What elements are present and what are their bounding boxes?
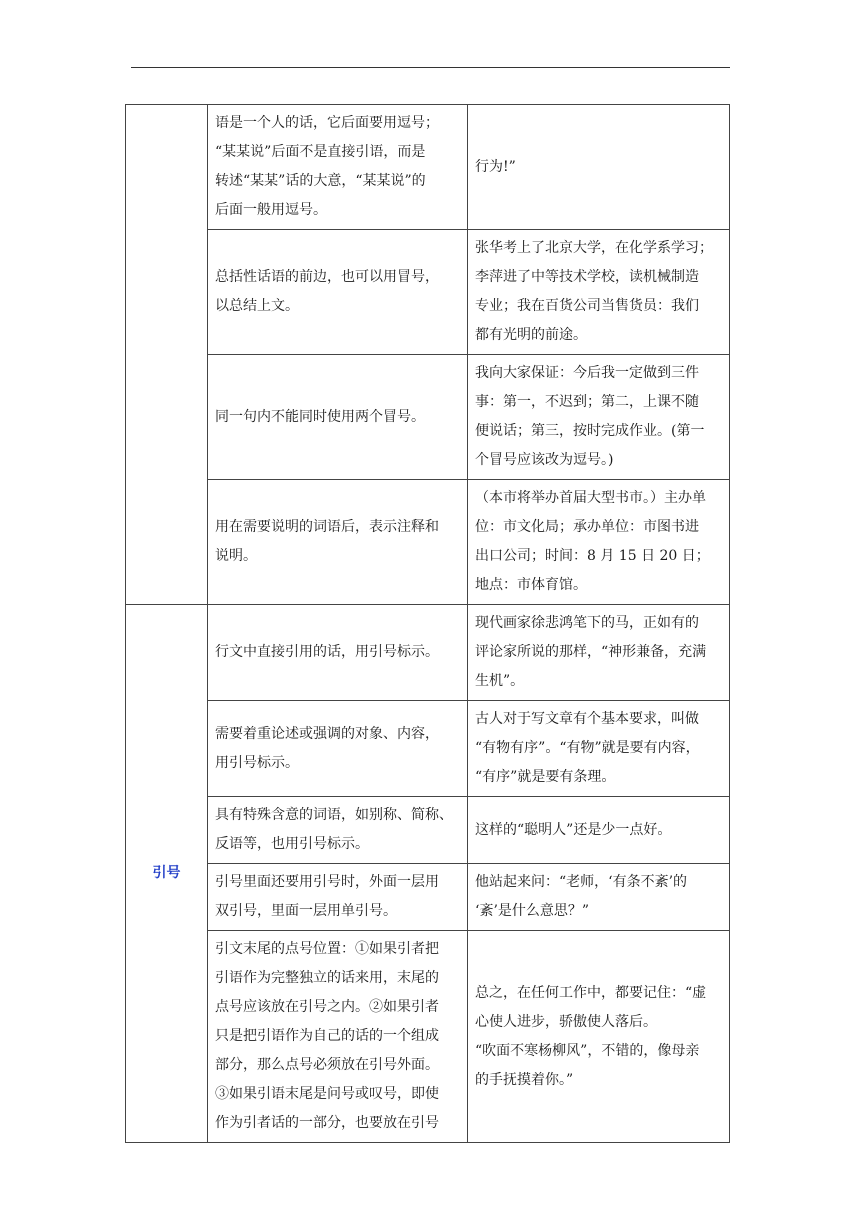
text-line: 个冒号应该改为逗号。)	[475, 452, 614, 468]
example-cell	[468, 480, 730, 605]
table-row	[126, 480, 730, 605]
text-line: 转述“某某”话的大意，“某某说”的	[215, 173, 426, 189]
header-rule	[131, 67, 730, 68]
text-line: 需要着重论述或强调的对象、内容，	[215, 725, 439, 742]
text-line: 地点：市体育馆。	[475, 577, 587, 593]
text-line: “吹面不寒杨柳风”，不错的，像母亲	[475, 1042, 700, 1059]
table-row	[126, 105, 730, 230]
table-row	[126, 701, 730, 797]
text-line: 他站起来问：“老师，‘有条不紊’的	[475, 874, 688, 890]
text-line: 反语等，也用引号标示。	[215, 836, 369, 852]
text-line: 行为!”	[475, 158, 516, 175]
text-line: 作为引者话的一部分，也要放在引号	[215, 1115, 439, 1131]
rule-cell	[208, 864, 468, 931]
example-cell	[468, 797, 730, 864]
rule-cell	[208, 701, 468, 797]
text-line: （本市将举办首届大型书市。）主办单	[475, 490, 706, 506]
text-line: 总括性话语的前边，也可以用冒号，	[215, 269, 439, 285]
text-line: 用引号标示。	[215, 754, 299, 771]
example-cell	[468, 931, 730, 1143]
text-line: 现代画家徐悲鸿笔下的马，正如有的	[475, 615, 699, 631]
rule-cell	[208, 931, 468, 1143]
text-line: 我向大家保证：今后我一定做到三件	[475, 365, 699, 381]
table-row	[126, 797, 730, 864]
rule-cell	[208, 105, 468, 230]
text-line: 总之，在任何工作中，都要记住：“虚	[475, 984, 707, 1001]
text-line: 李萍进了中等技术学校，读机械制造	[475, 269, 699, 285]
text-line: 同一句内不能同时使用两个冒号。	[215, 408, 425, 425]
punctuation-table	[125, 104, 730, 1143]
text-line: 以总结上文。	[215, 298, 299, 314]
example-cell	[468, 230, 730, 355]
rule-cell	[208, 355, 468, 480]
example-cell	[468, 105, 730, 230]
text-line: “有物有序”。“有物”就是要有内容，	[475, 740, 700, 756]
text-line: 评论家所说的那样，“神形兼备，充满	[475, 644, 707, 660]
text-line: 只是把引语作为自己的话的一个组成	[215, 1028, 439, 1044]
text-line: 具有特殊含意的词语，如别称、简称、	[215, 807, 453, 823]
text-line: 心使人进步，骄傲使人落后。	[475, 1013, 657, 1030]
text-line: ‘紊’是什么意思？”	[475, 903, 590, 919]
text-line: 后面一般用逗号。	[215, 202, 327, 218]
rule-cell	[208, 230, 468, 355]
text-line: 语是一个人的话，它后面要用逗号；	[215, 115, 439, 131]
example-cell	[468, 605, 730, 701]
table-row	[126, 864, 730, 931]
text-line: 事：第一，不迟到；第二，上课不随	[475, 394, 699, 410]
example-cell	[468, 701, 730, 797]
text-line: 的手抚摸着你。”	[475, 1071, 574, 1088]
text-line: 部分，那么点号必须放在引号外面。	[215, 1057, 439, 1073]
text-line: 位：市文化局；承办单位：市图书进	[475, 519, 699, 535]
text-line: 这样的“聪明人”还是少一点好。	[475, 821, 672, 838]
text-line: 古人对于写文章有个基本要求，叫做	[475, 711, 699, 727]
text-line: 引文末尾的点号位置：①如果引者把	[215, 941, 439, 957]
text-line: 专业；我在百货公司当售货员：我们	[475, 298, 699, 314]
table-row	[126, 931, 730, 1143]
category-label-yinhao: 引号	[126, 605, 208, 1143]
table-row	[126, 355, 730, 480]
category-cell-colon	[126, 105, 208, 605]
rule-cell	[208, 605, 468, 701]
rule-cell	[208, 797, 468, 864]
text-line: 引语作为完整独立的话来用，末尾的	[215, 970, 439, 986]
rule-cell	[208, 480, 468, 605]
text-line: 说明。	[215, 548, 257, 564]
text-line: 双引号，里面一层用单引号。	[215, 903, 397, 919]
table-row	[126, 230, 730, 355]
text-line: 点号应该放在引号之内。②如果引者	[215, 999, 439, 1015]
text-line: 张华考上了北京大学，在化学系学习；	[475, 240, 713, 256]
text-line: “有序”就是要有条理。	[475, 769, 616, 785]
text-line: 生机”。	[475, 673, 525, 689]
text-line: 都有光明的前途。	[475, 327, 587, 343]
example-cell	[468, 864, 730, 931]
text-line: ③如果引语末尾是问号或叹号，即使	[215, 1086, 439, 1102]
text-line: “某某说”后面不是直接引语，而是	[215, 144, 426, 160]
text-line: 引号里面还要用引号时，外面一层用	[215, 874, 439, 890]
example-cell	[468, 355, 730, 480]
text-line: 出口公司；时间：8 月 15 日 20 日；	[475, 548, 710, 564]
text-line: 便说话；第三，按时完成作业。(第一	[475, 423, 705, 439]
table-row	[126, 605, 730, 701]
text-line: 行文中直接引用的话，用引号标示。	[215, 644, 439, 660]
text-line: 用在需要说明的词语后，表示注释和	[215, 519, 439, 535]
